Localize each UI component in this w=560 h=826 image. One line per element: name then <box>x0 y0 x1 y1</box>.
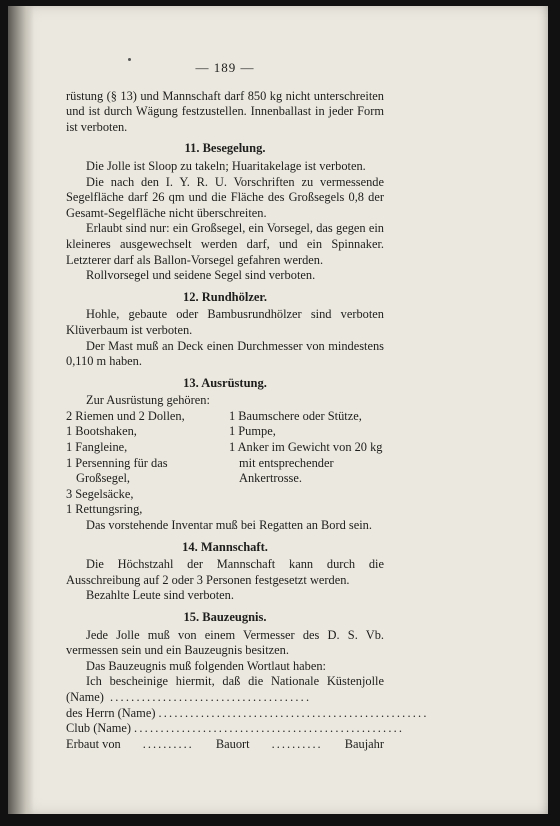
fill-dots: .......... <box>142 736 194 751</box>
equipment-item: 1 Anker im Gewicht von 20 kg mit entsprechender Ankertrosse. <box>229 440 383 486</box>
fill-dots: .......... <box>271 736 323 751</box>
section-11-heading: 11. Besegelung. <box>184 141 266 156</box>
certificate-line-club <box>66 721 405 737</box>
equipment-item: 1 Pumpe, <box>229 424 276 439</box>
certificate-line-owner <box>66 705 429 722</box>
section-12-heading: 12. Rundhölzer. <box>183 289 267 304</box>
equipment-item: 3 Segelsäcke, <box>66 486 134 501</box>
section-12-paragraph-1: Hohle, gebaute oder Bambusrundhölzer sind verboten Klüverbaum ist verboten. <box>66 307 384 337</box>
section-11-paragraph-2: Die nach den I. Y. R. U. Vorschriften zu vermessende Segelfläche darf 26 qm und die Fläche des Großsegels 0,8 der Gesamt-Segelfläche nicht überschreiten. <box>66 174 384 220</box>
section-14-paragraph-1: Die Höchstzahl der Mannschaft kann durch die Ausschreibung auf 2 oder 3 Personen festgesetzt werden. <box>66 557 384 587</box>
builder-label: Erbaut von <box>66 736 121 751</box>
section-11-paragraph-1: Die Jolle ist Sloop zu takeln; Huaritakelage ist verboten. <box>86 158 366 173</box>
equipment-item: 2 Riemen und 2 Dollen, <box>66 408 185 423</box>
book-page <box>8 6 548 814</box>
equipment-item: 1 Rettungsring, <box>66 502 143 517</box>
equipment-item: 1 Fangleine, <box>66 440 128 455</box>
section-13-outro: Das vorstehende Inventar muß bei Regatten an Bord sein. <box>86 518 372 533</box>
page-text <box>66 60 429 752</box>
equipment-item: 1 Persenning für das Großsegel, <box>66 455 168 486</box>
place-label: Bauort <box>215 736 250 751</box>
fill-dots: ................................................... <box>134 721 405 736</box>
club-label: Club (Name) <box>66 721 132 736</box>
equipment-list-right <box>221 409 384 518</box>
certificate-line-name <box>66 674 384 705</box>
section-14-paragraph-2: Bezahlte Leute sind verboten. <box>86 588 234 603</box>
equipment-list-left <box>66 409 221 518</box>
fill-dots: ...................................... <box>109 689 312 704</box>
section-11-paragraph-4: Rollvorsegel und seidene Segel sind verboten. <box>86 268 316 283</box>
owner-label: des Herrn (Name) <box>66 705 156 720</box>
book-spine-shadow <box>8 6 34 814</box>
section-15-paragraph-2: Das Bauzeugnis muß folgenden Wortlaut haben: <box>86 658 326 673</box>
section-12-paragraph-2: Der Mast muß an Deck einen Durchmesser von mindestens 0,110 m haben. <box>66 338 384 369</box>
intro-paragraph: rüstung (§ 13) und Mannschaft darf 850 kg nicht unterschreiten und ist durch Wägung festzustellen. Innenballast in jeder Form ist verboten. <box>66 88 384 134</box>
equipment-item: 1 Bootshaken, <box>66 424 137 439</box>
equipment-list <box>66 409 384 518</box>
certificate-line-name-text: Ich bescheinige hiermit, daß die Nationale Küstenjolle (Name) <box>66 674 384 704</box>
section-15-paragraph-1: Jede Jolle muß von einem Vermesser des D. S. Vb. vermessen sein und ein Bauzeugnis besitzen. <box>66 627 384 658</box>
section-15-heading: 15. Bauzeugnis. <box>183 610 267 624</box>
fill-dots: ................................................... <box>158 705 429 720</box>
year-label: Baujahr <box>344 736 384 751</box>
section-11-paragraph-3: Erlaubt sind nur: ein Großsegel, ein Vorsegel, das gegen ein kleineres ausgewechselt werden darf, und ein Spinnaker. Letzterer darf als Ballon-Vorsegel gefahren werden. <box>66 221 384 267</box>
section-13-heading: 13. Ausrüstung. <box>183 375 267 390</box>
section-13-intro: Zur Ausrüstung gehören: <box>86 393 210 408</box>
section-14-heading: 14. Mannschaft. <box>182 539 268 554</box>
equipment-item: 1 Baumschere oder Stütze, <box>229 408 362 423</box>
page-number: — 189 — <box>195 60 255 75</box>
certificate-line-builder <box>66 737 384 753</box>
